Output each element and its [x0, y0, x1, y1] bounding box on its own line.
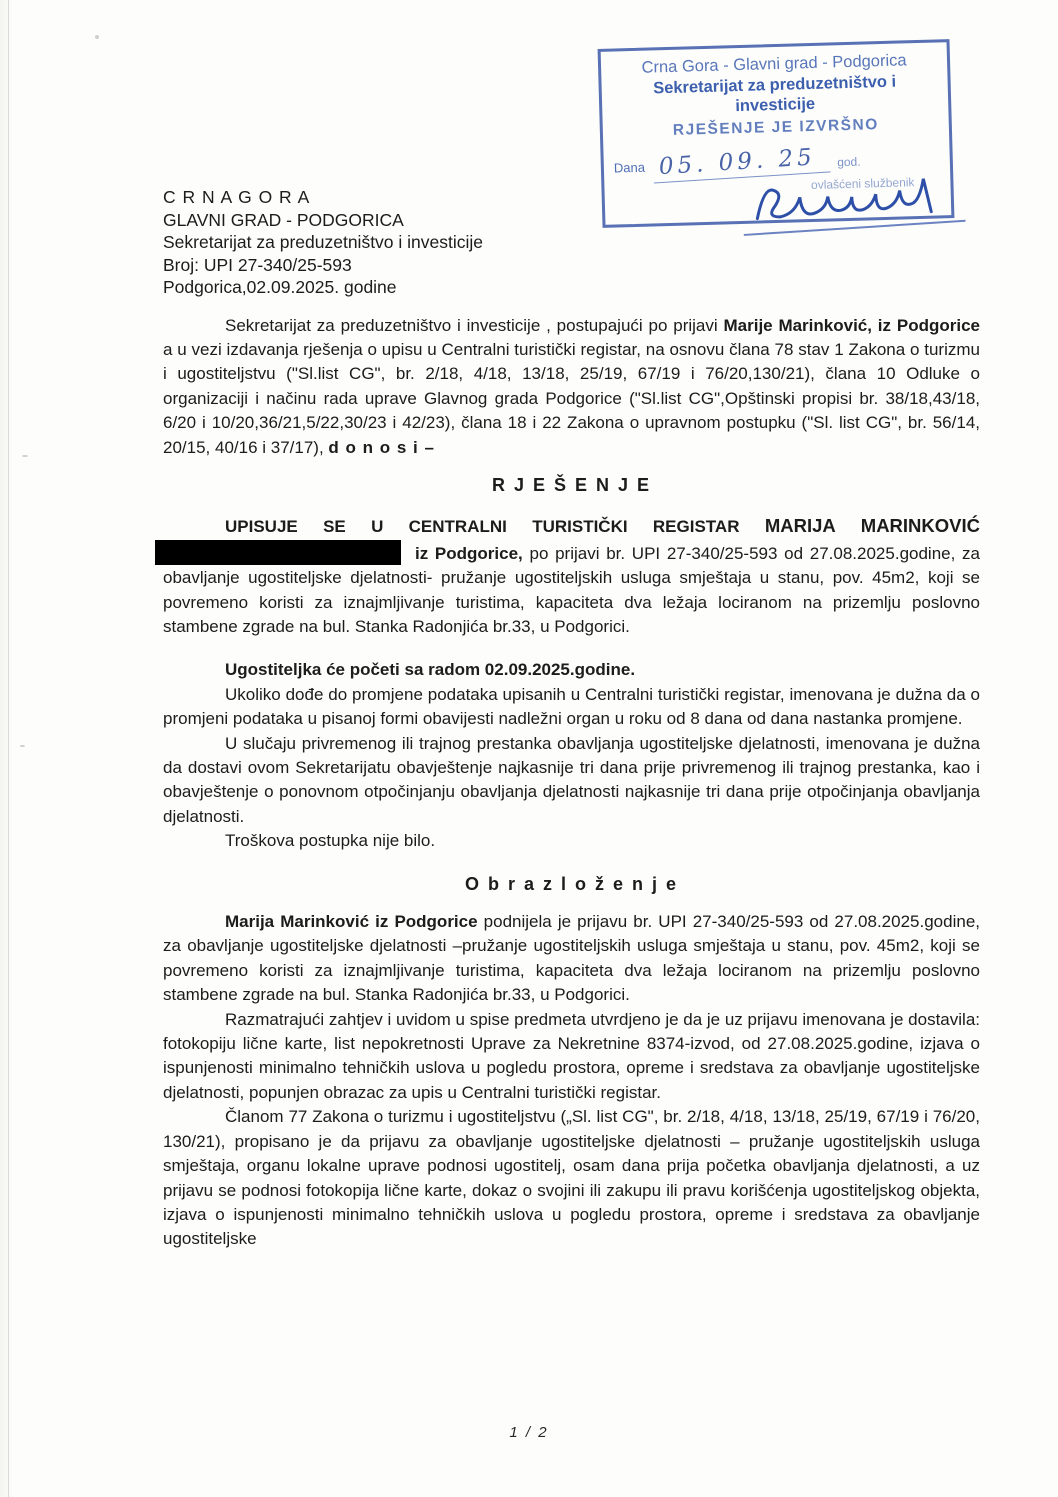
letterhead-department: Sekretarijat za preduzetništvo i investicije	[163, 232, 484, 252]
intro-paragraph	[163, 314, 980, 460]
stamp-date-label: Dana	[613, 159, 646, 176]
scan-speck	[22, 455, 28, 457]
applicant-name-rationale: Marija Marinković iz Podgorice	[225, 912, 478, 932]
stamp-department-line: Sekretarijat za preduzetništvo i investicije	[652, 72, 897, 116]
dispositive-paragraph	[163, 514, 980, 639]
letterhead	[163, 186, 980, 299]
intro-text-1: Sekretarijat za preduzetništvo i investicije , postupajući po prijavi	[225, 315, 724, 335]
document-content	[163, 186, 980, 1252]
dispositive-body-text: po prijavi br. UPI 27-340/25-593 od 27.08.2025.godine, za obavljanje ugostiteljske djelatnosti- pružanje ugostiteljskih usluga smještaja u stanu, pov. 45m2, koji se povremeno koristi za iznajmljivanje turistima, kapaciteta dva ležaja lociranom na prizemlju poslovno stambene zgrade na bul. Stanka Radonjića br.33, u Podgorici.	[163, 543, 980, 636]
decision-title: R J E Š E N J E	[491, 474, 652, 495]
redaction-bar	[155, 540, 401, 565]
costs-line: Troškova postupka nije bilo.	[225, 831, 436, 851]
intro-donosi: d o n o s i –	[328, 437, 435, 457]
dispositive-register-text: UPISUJE SE U CENTRALNI TURISTIČKI REGISTAR	[225, 517, 740, 537]
intro-text-2: a u vezi izdavanja rješenja o upisu u Centralni turistički registar, na osnovu člana 78 stav 1 Zakona o turizmu i ugostiteljstvu ("Sl.list CG", br. 2/18, 4/18, 13/18, 25/19, 67/19 i 76/20,130/21), člana 10 Odluke o organizaciji i načinu rada uprave Glavnog grada Podgorice ("Sl.list CG",Opštinski propisi br. 38/18,43/18, 6/20 i 10/20,36/21,5/22,30/23 i 42/23), člana 18 i 22 Zakona o upravnom postupku ("Sl. list CG", br. 56/14, 20/15, 40/16 i 37/17),	[163, 339, 980, 457]
stamp-authority-line: Crna Gora - Glavni grad - Podgorica	[641, 51, 907, 77]
rationale-paragraph-1	[163, 910, 980, 1008]
cease-activity-paragraph: U slučaju privremenog ili trajnog prestanka obavljanja ugostiteljske djelatnosti, imenovana je dužna da dostavi ovom Sekretarijatu obavještenje najkasnije tri dana prije privremenog ili trajnog prestanka, kao i obavještenje o ponovnom otpočinjanju obavljanja djelatnosti najkasnije tri dana prije otpočinjanja obavljanja djelatnosti.	[163, 733, 980, 826]
rationale-title: O b r a z l o ž e n j e	[464, 873, 679, 894]
stamp-status-line: RJEŠENJE JE IZVRŠNO	[672, 116, 879, 139]
stamp-handwritten-date: 05. 09. 25	[652, 143, 831, 184]
dispositive-origin-bold: iz Podgorice,	[415, 543, 523, 563]
start-date-line: Ugostiteljka će početi sa radom 02.09.2025.godine.	[225, 660, 636, 680]
registered-person-name: MARIJA MARINKOVIĆ	[764, 515, 981, 537]
letterhead-city: GLAVNI GRAD - PODGORICA	[163, 209, 404, 230]
dispositive-first-line	[163, 514, 980, 539]
letterhead-case-number: Broj: UPI 27-340/25-593	[163, 254, 352, 275]
scan-speck	[20, 745, 25, 747]
letterhead-place-date: Podgorica,02.09.2025. godine	[163, 277, 397, 297]
rationale-paragraph-3: Članom 77 Zakona o turizmu i ugostiteljstvu („Sl. list CG", br. 2/18, 4/18, 13/18, 25/19, 67/19 i 76/20, 130/21), propisano je da prijavu za obavljanje ugostiteljske djelatnosti – pružanje ugostiteljskih usluga smještaja, organu lokalne uprave podnosi ugostitelj, osam dana prija početka obavljanja djelatnosti, a uz prijavu se podnosi fotokopija lične karte, dokaz o svojini ili zakupu ili pravu korišćenja ugostiteljskog objekta, izjava o ispunjenosti minimalno tehničkih uslova u pogledu prostora, opreme i sredstava za obavljanje ugostiteljske	[163, 1107, 980, 1249]
scan-speck	[95, 35, 99, 39]
page-number: 1 / 2	[509, 1424, 549, 1441]
stamp-date-suffix: god.	[837, 154, 861, 170]
data-change-paragraph: Ukoliko dođe do promjene podataka upisanih u Centralni turistički registar, imenovana je dužna da o promjeni podataka u pisanoj formi obavijesti nadležni organ u roku od 8 dana od dana nastanka promjene.	[163, 684, 980, 729]
rationale-p1-text: podnijela je prijavu br. UPI 27-340/25-593 od 27.08.2025.godine, za obavljanje ugostiteljske djelatnosti –pružanje ugostiteljskih usluga smještaja u stanu, pov. 45m2, koji se povremeno koristi za iznajmljivanje turistima, kapaciteta dva ležaja lociranom na prizemlju poslovno stambene zgrade na bul. Stanka Radonjića br.33, u Podgorici.	[163, 912, 980, 1005]
rationale-paragraph-2: Razmatrajući zahtjev i uvidom u spise predmeta utvrdjeno je da je uz prijavu imenovana je dostavila: fotokopiju lične karte, list nepokretnosti Uprave za Nekretnine 8374-izvod, od 27.08.2025.godine, izjava o ispunjenosti minimalno tehničkih uslova u pogledu prostora, opreme i sredstava za obavljanje ugostiteljske djelatnosti, popunjen obrazac za upis u Centralni turistički registar.	[163, 1009, 980, 1102]
letterhead-country: C R N A G O R A	[163, 187, 311, 207]
scan-edge-artifact	[8, 0, 9, 1497]
stamp-officer-label: ovlašćeni službenik	[810, 175, 915, 193]
applicant-name-intro: Marije Marinković, iz Podgorice	[723, 315, 980, 335]
